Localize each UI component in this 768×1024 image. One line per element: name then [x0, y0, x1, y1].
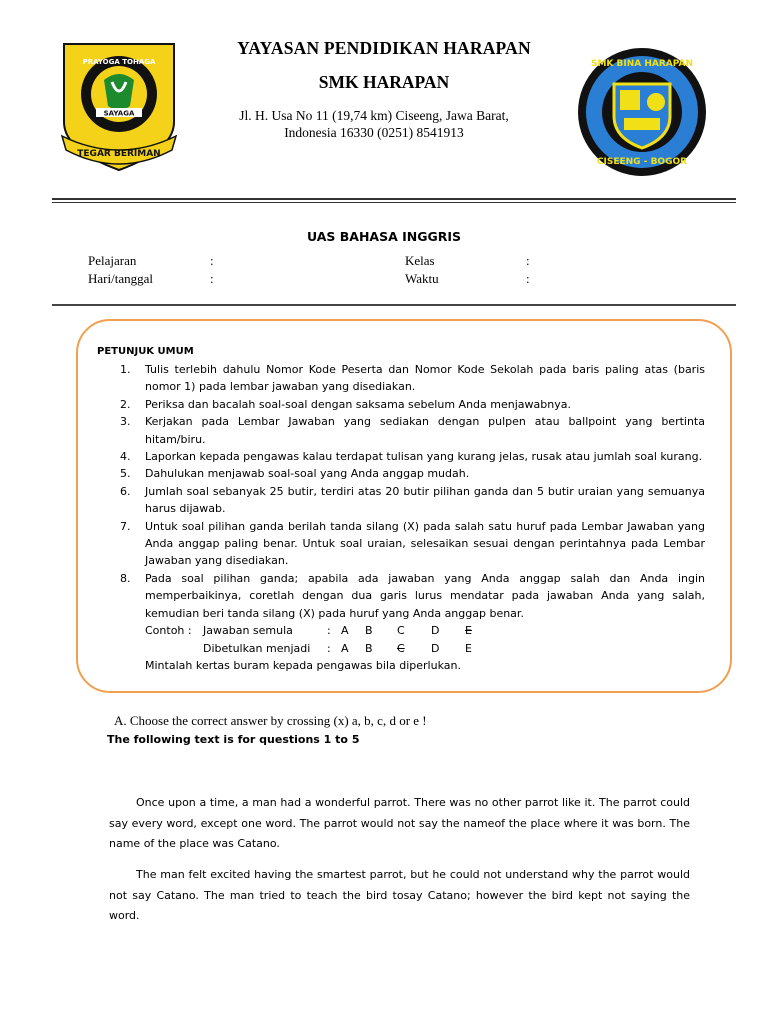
example-row-1: Contoh : Jawaban semula : A B C D E	[108, 622, 705, 639]
org-name: YAYASAN PENDIDIKAN HARAPAN	[237, 38, 531, 58]
struck-answer: C	[397, 641, 405, 655]
instruction-item: 2. Periksa dan bacalah soal-soal dengan saksama sebelum Anda menjawabnya.	[120, 397, 571, 411]
header-rule-thick	[52, 198, 736, 200]
header-rule-thin	[52, 202, 736, 203]
time-label: Waktu	[405, 271, 439, 286]
instructions-list	[108, 361, 705, 674]
address	[0, 107, 748, 141]
date-colon: :	[210, 271, 214, 286]
right-logo-top-text: SMK BINA HARAPAN	[590, 59, 694, 69]
left-logo-band-text: SAYAGA	[103, 109, 135, 118]
instruction-item: 1. Tulis terlebih dahulu Nomor Kode Peserta dan Nomor Kode Sekolah pada baris paling atas (baris nomor 1) pada lembar jawaban yang disediakan.	[120, 363, 705, 394]
passage-paragraph-2: The man felt excited having the smartest parrot, but he could not understand why the parrot would not say Catano. The man tried to teach the bird tosay Catano; however the bird kept not saying the word.	[109, 868, 690, 922]
school-name: SMK HARAPAN	[318, 72, 450, 92]
subject-label: Pelajaran	[88, 253, 137, 268]
address-line-2: Indonesia 16330 (0251) 8541913	[284, 125, 464, 140]
section-a-instruction: A. Choose the correct answer by crossing (x) a, b, c, d or e !	[114, 713, 427, 728]
time-colon: :	[526, 271, 530, 286]
instruction-item: 4. Laporkan kepada pengawas kalau terdapat tulisan yang kurang jelas, rusak atau jumlah soal kurang.	[120, 450, 703, 464]
instructions-heading: PETUNJUK UMUM	[97, 346, 194, 357]
class-label: Kelas	[405, 253, 435, 268]
instruction-item: 5. Dahulukan menjawab soal-soal yang Anda anggap mudah.	[120, 467, 470, 481]
example-row-2: Dibetulkan menjadi : A B C D E	[108, 640, 705, 657]
exam-title: UAS BAHASA INGGRIS	[306, 229, 462, 244]
passage-paragraph-1: Once upon a time, a man had a wonderful parrot. There was no other parrot like it. The parrot could say every word, except one word. The parrot would not say the nameof the place where it was born. The name of the place was Catano.	[109, 796, 690, 850]
left-logo-ribbon-text: TEGAR BERIMAN	[77, 149, 161, 159]
class-colon: :	[526, 253, 530, 268]
info-rule	[52, 304, 736, 306]
text-note: The following text is for questions 1 to 5	[107, 733, 360, 746]
right-logo-bottom-text: CISEENG - BOGOR	[596, 157, 688, 167]
instructions-footer: Mintalah kertas buram kepada pengawas bila diperlukan.	[145, 658, 461, 672]
instruction-item: 3. Kerjakan pada Lembar Jawaban yang sediakan dengan pulpen atau ballpoint yang bertinta hitam/biru.	[120, 415, 705, 446]
instruction-item: 8. Pada soal pilihan ganda; apabila ada jawaban yang Anda anggap salah dan Anda ingin memperbaikinya, coretlah dengan dua garis lurus mendatar pada jawaban Anda yang salah, kemudian beri tanda silang (X) pada huruf yang Anda anggap benar.	[120, 571, 705, 620]
instruction-item: 7. Untuk soal pilihan ganda berilah tanda silang (X) pada salah satu huruf pada Lembar Jawaban yang Anda anggap paling benar. Untuk soal uraian, selesaikan sesuai dengan perintahnya pada Lembar Jawaban yang disediakan.	[120, 519, 705, 568]
subject-colon: :	[210, 253, 214, 268]
address-line-1: Jl. H. Usa No 11 (19,74 km) Ciseeng, Jawa Barat,	[239, 108, 509, 123]
date-label: Hari/tanggal	[88, 271, 153, 286]
struck-answer: E	[465, 624, 472, 638]
left-logo-top-text: PRAYOGA TOHAGA	[82, 58, 156, 66]
instruction-item: 6. Jumlah soal sebanyak 25 butir, terdiri atas 20 butir pilihan ganda dan 5 butir uraian yang semuanya harus dijawab.	[120, 484, 705, 516]
